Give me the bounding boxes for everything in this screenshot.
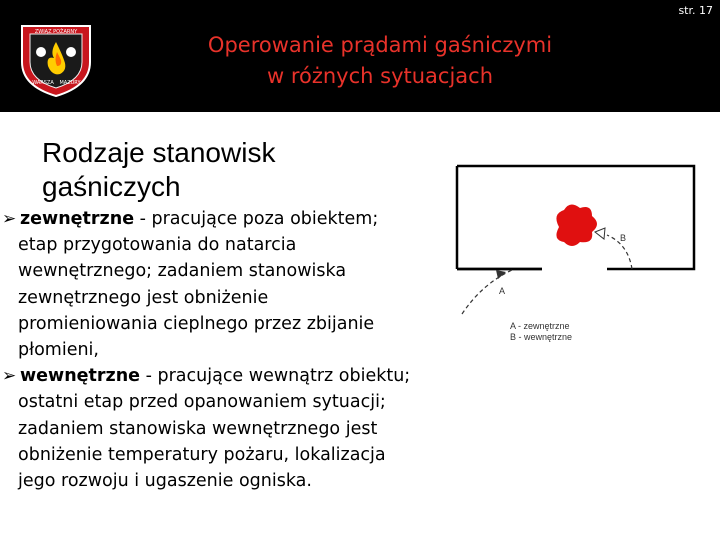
header-bar bbox=[0, 0, 720, 112]
bullet-term: zewnętrzne bbox=[20, 209, 135, 229]
bullet-external bbox=[2, 206, 472, 232]
logo-text-top: ZWIĄZ POŻARNY bbox=[34, 29, 78, 35]
logo-text-left: WARSZA bbox=[32, 80, 54, 86]
bullet-line: płomieni, bbox=[18, 340, 99, 361]
bullet-line: obniżenie temperatury pożaru, lokalizacja bbox=[18, 444, 386, 465]
bullet-line: ostatni etap przed opanowaniem sytuacji; bbox=[18, 392, 386, 413]
slide-title-line-2: w różnych sytuacjach bbox=[266, 64, 494, 88]
bullet-line: promieniowania cieplnego przez zbijanie bbox=[18, 313, 375, 334]
logo-text-right: MAZURY bbox=[59, 80, 81, 86]
label-b: B bbox=[620, 233, 627, 243]
section-subtitle bbox=[42, 136, 275, 204]
legend-a: A - zewnętrzne bbox=[510, 321, 570, 331]
fire-icon bbox=[556, 204, 597, 246]
arrow-bullet-icon: ➢ bbox=[2, 209, 17, 229]
fire-brigade-shield-logo bbox=[16, 22, 96, 98]
content-area bbox=[0, 112, 720, 540]
body-text bbox=[2, 206, 472, 494]
page-number: str. 17 bbox=[678, 4, 713, 17]
bullet-line: - pracujące wewnątrz obiektu; bbox=[140, 366, 411, 387]
bullet-term: wewnętrzne bbox=[20, 366, 141, 387]
bullet-line: wewnętrznego; zadaniem stanowiska bbox=[18, 261, 347, 282]
bullet-line: etap przygotowania do natarcia bbox=[18, 235, 297, 256]
legend-b: B - wewnętrzne bbox=[510, 332, 573, 342]
bullet-internal bbox=[2, 363, 472, 389]
bullet-line: zewnętrznego jest obniżenie bbox=[18, 287, 269, 308]
label-a: A bbox=[499, 286, 506, 296]
bullet-line: jego rozwoju i ugaszenie ogniska. bbox=[18, 471, 312, 492]
subtitle-line-2: gaśniczych bbox=[42, 171, 181, 202]
slide-title-line-1: Operowanie prądami gaśniczymi bbox=[207, 33, 553, 57]
slide-title bbox=[120, 30, 640, 92]
bullet-line: zadaniem stanowiska wewnętrznego jest bbox=[18, 418, 378, 439]
arrow-bullet-icon: ➢ bbox=[2, 366, 17, 387]
bullet-line: - pracujące poza obiektem; bbox=[134, 209, 379, 229]
subtitle-line-1: Rodzaje stanowisk bbox=[42, 137, 276, 168]
